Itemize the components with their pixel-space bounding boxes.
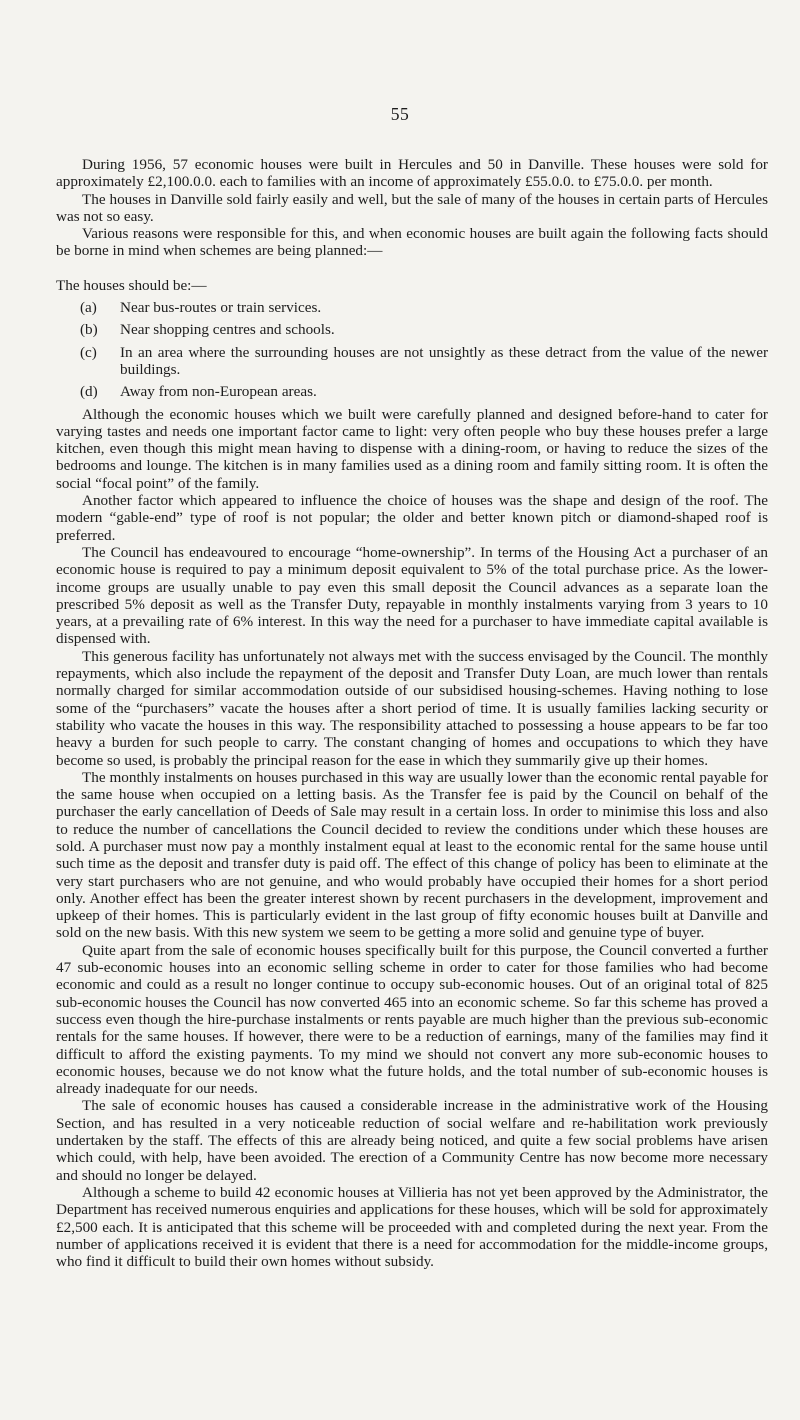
list-item-text: Near shopping centres and schools. [120, 321, 335, 339]
paragraph: During 1956, 57 economic houses were built in Hercules and 50 in Danville. These houses were sold for approximately £2,100.0.0. each to families with an income of approximately £55.0.0. to £75.0.0. per month. [56, 156, 768, 191]
paragraph: Various reasons were responsible for this, and when economic houses are built again the following facts should be borne in mind when schemes are being planned:— [56, 225, 768, 260]
list-item-text: In an area where the surrounding houses are not unsightly as these detract from the value of the newer buildings. [120, 343, 768, 378]
document-body [56, 156, 768, 1270]
list-item-text: Away from non-European areas. [120, 383, 317, 401]
list-item-text: Near bus-routes or train services. [120, 299, 322, 317]
paragraph: The houses in Danville sold fairly easily and well, but the sale of many of the houses in certain parts of Hercules was not so easy. [56, 190, 768, 225]
paragraph: The Council has endeavoured to encourage “home-ownership”. In terms of the Housing Act a purchaser of an economic house is required to pay a minimum deposit equivalent to 5% of the total purchase price. As the lower-income groups are usually unable to pay even this small deposit the Council advances as a separate loan the prescribed 5% deposit as well as the Transfer Duty, repayable in monthly instalments varying from 3 years to 10 years, at a prevailing rate of 6% interest. In this way the need for a purchaser to have immediate capital available is dispensed with. [56, 543, 768, 648]
list-item-label: (a) [80, 299, 97, 317]
list-item [56, 383, 768, 400]
requirements-list [56, 299, 768, 400]
paragraph: Although a scheme to build 42 economic houses at Villieria has not yet been approved by the Administrator, the Department has received numerous enquiries and applications for these houses, which will be sold for approximately £2,500 each. It is anticipated that this scheme will be proceeded with and completed during the next year. From the number of applications received it is evident that there is a need for accommodation for the middle-income groups, who find it difficult to build their own homes without subsidy. [56, 1183, 768, 1271]
list-item-label: (b) [80, 321, 98, 339]
paragraph: Although the economic houses which we built were carefully planned and designed before-hand to cater for varying tastes and needs one important factor came to light: very often people who buy these houses prefer a large kitchen, even though this might mean having to dispense with a dining-room, or having to reduce the sizes of the bedrooms and lounge. The kitchen is in many families used as a dining room and family sitting room. It is often the social “focal point” of the family. [56, 405, 768, 492]
paragraph: The monthly instalments on houses purchased in this way are usually lower than the economic rental payable for the same house when occupied on a letting basis. As the Transfer fee is paid by the Council on behalf of the purchaser the early cancellation of Deeds of Sale may result in a certain loss. In order to minimise this loss and also to reduce the number of cancellations the Council decided to review the conditions under which these houses are sold. A purchaser must now pay a monthly instalment equal at least to the economic rental for the same house until such time as the deposit and transfer duty is paid off. The effect of this change of policy has been to eliminate at the very start purchasers who are not genuine, and who would probably have occupied their homes for a short period only. Another effect has been the greater interest shown by recent purchasers in the development, improvement and upkeep of their homes. This is particularly evident in the last group of fifty economic houses built at Danville and sold on the new basis. With this new system we seem to be getting a more solid and genuine type of buyer. [56, 768, 768, 942]
paragraph: This generous facility has unfortunately not always met with the success envisaged by the Council. The monthly repayments, which also include the repayment of the deposit and Transfer Duty Loan, are much lower than rentals normally charged for similar accommodation outside of our subsidised housing-schemes. Having nothing to lose some of the “purchasers” vacate the houses after a short period of time. It is usually families lacking security or stability who vacate the houses in this way. The responsibility attached to possessing a house appears to be far too heavy a burden for such people to carry. The constant changing of homes and occupations to which they have become so used, is probably the principal reason for the ease in which they summarily give up their homes. [56, 647, 768, 769]
paragraph: Another factor which appeared to influence the choice of houses was the shape and design of the roof. The modern “gable-end” type of roof is not popular; the older and better known pitch or diamond-shaped roof is preferred. [56, 492, 768, 544]
list-item [56, 344, 768, 379]
list-item [56, 321, 768, 338]
list-item [56, 299, 768, 316]
spacer [56, 260, 768, 277]
list-lead: The houses should be:— [56, 276, 207, 294]
list-item-label: (c) [80, 343, 97, 361]
list-item-label: (d) [80, 383, 98, 401]
paragraph: The sale of economic houses has caused a considerable increase in the administrative work of the Housing Section, and has resulted in a very noticeable reduction of social welfare and re-habilitation work previously undertaken by the staff. The effects of this are already being noticed, and quite a few social problems have arisen which could, with help, have been avoided. The erection of a Community Centre has now become more necessary and should no longer be delayed. [56, 1097, 768, 1184]
page-number: 55 [390, 104, 410, 124]
paragraph: Quite apart from the sale of economic houses specifically built for this purpose, the Council converted a further 47 sub-economic houses into an economic selling scheme in order to cater for those families who had become economic and could as a result no longer continue to occupy sub-economic houses. Out of an original total of 825 sub-economic houses the Council has now converted 465 into an economic scheme. So far this scheme has proved a success even though the hire-purchase instalments or rents payable are much higher than the previous sub-economic rentals for the same houses. If however, there were to be a reduction of earnings, many of the families may find it difficult to afford the existing payments. To my mind we should not convert any more sub-economic houses to economic houses, because we do not know what the future holds, and the total number of sub-economic houses is already inadequate for our needs. [56, 941, 768, 1098]
